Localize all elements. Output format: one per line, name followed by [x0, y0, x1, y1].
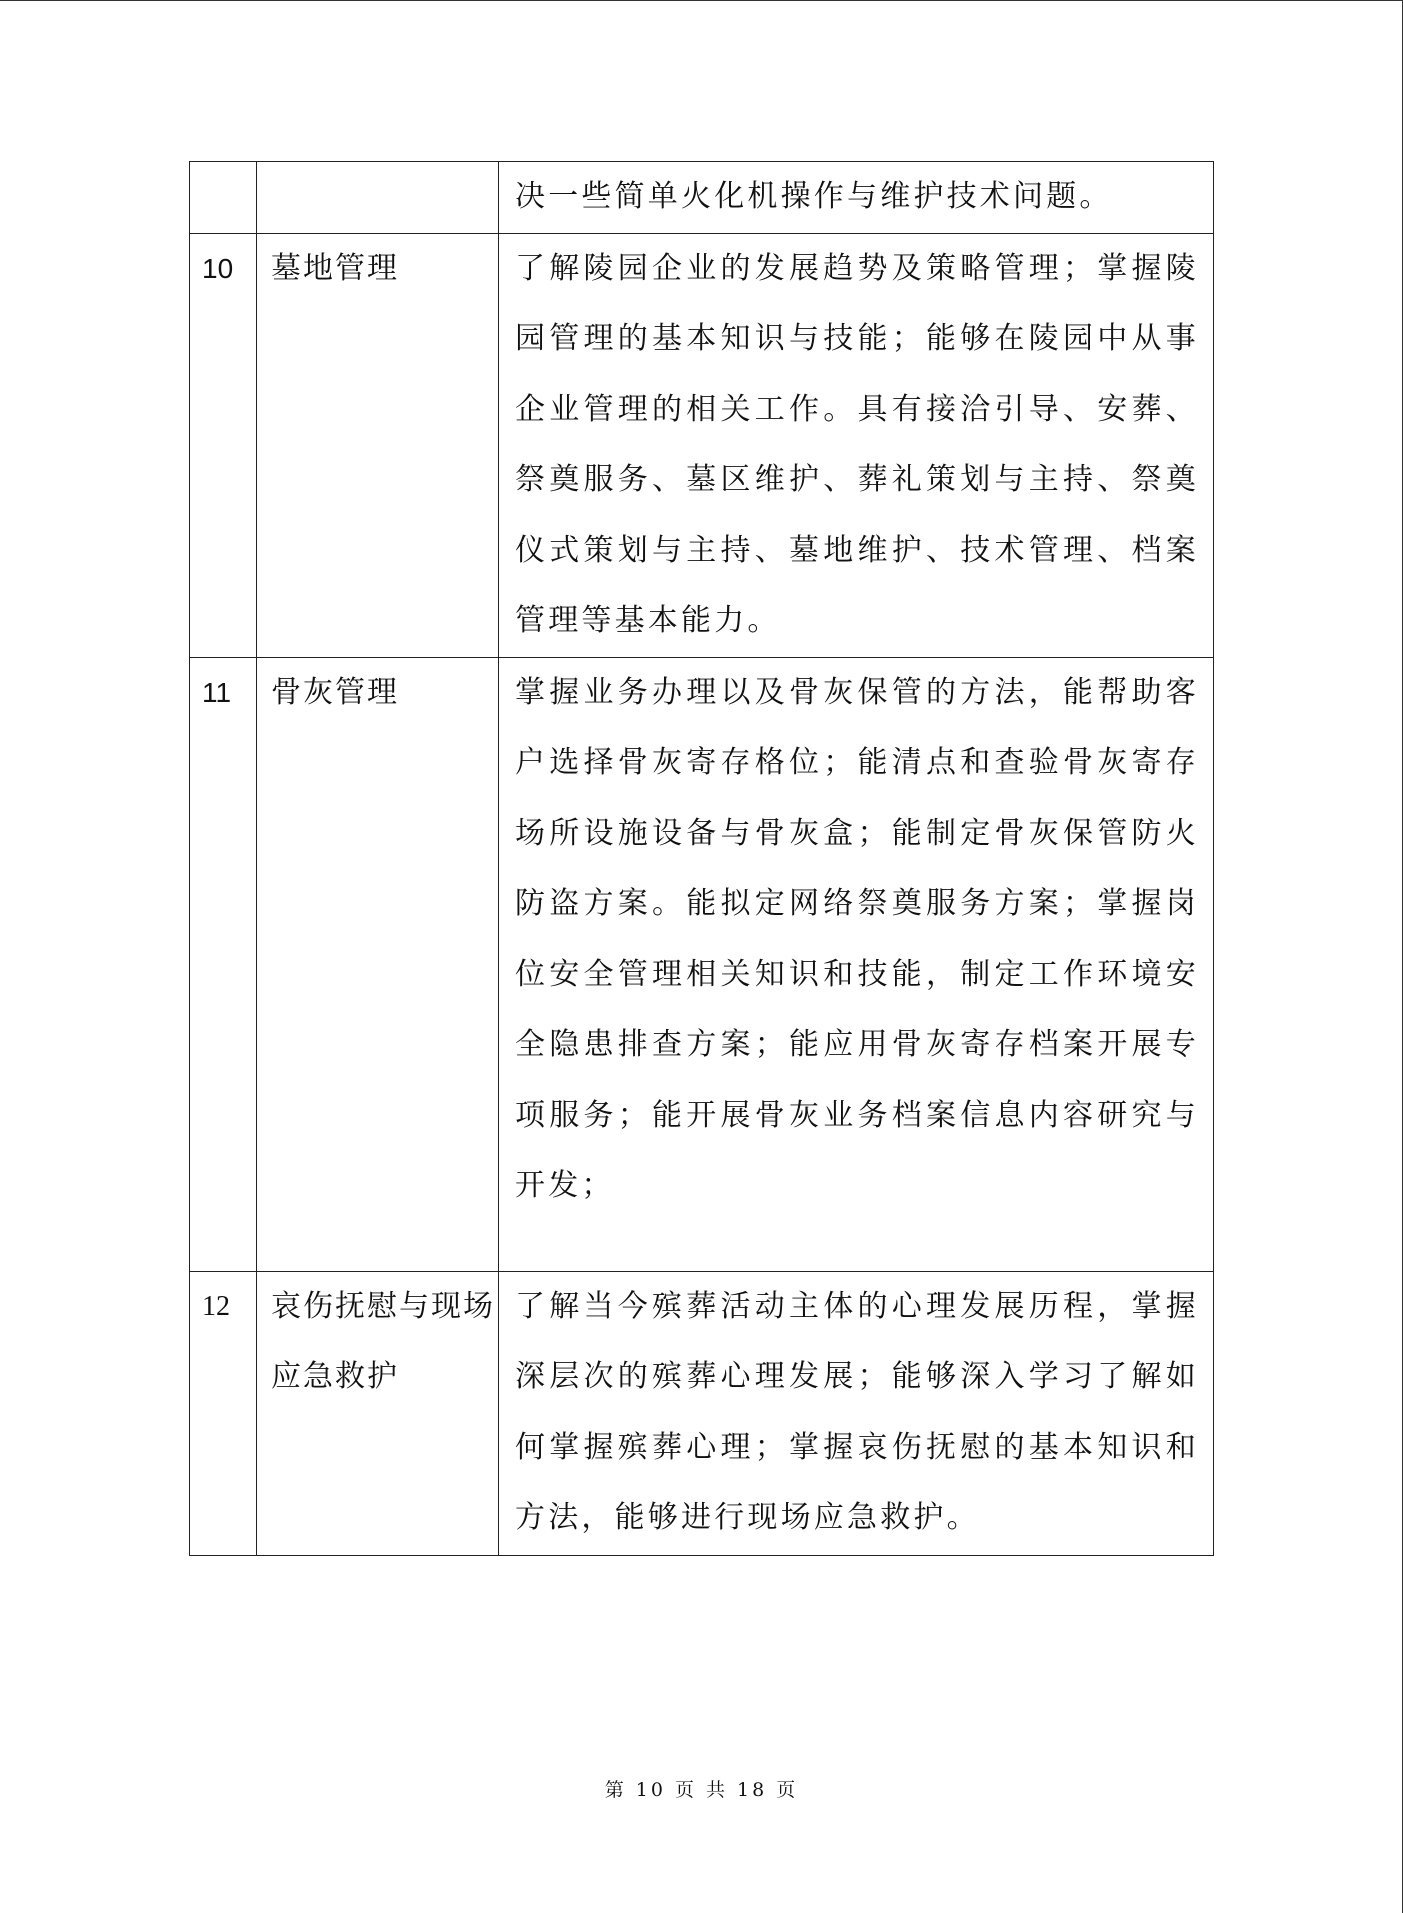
- row-number-cell: 12: [190, 1271, 257, 1555]
- course-name-cell: 墓地管理: [257, 233, 499, 657]
- course-table: [189, 161, 1214, 1556]
- table-row: [190, 1271, 1214, 1555]
- course-description-cell: 掌握业务办理以及骨灰保管的方法，能帮助客户选择骨灰寄存格位；能清点和查验骨灰寄存场所设施设备与骨灰盒；能制定骨灰保管防火防盗方案。能拟定网络祭奠服务方案；掌握岗位安全管理相关知识和技能，制定工作环境安全隐患排查方案；能应用骨灰寄存档案开展专项服务；能开展骨灰业务档案信息内容研究与开发；: [499, 657, 1214, 1271]
- course-name-cell: [257, 162, 499, 234]
- table-row: [190, 233, 1214, 657]
- row-number-cell: 11: [190, 657, 257, 1271]
- course-description-cell: 了解陵园企业的发展趋势及策略管理；掌握陵园管理的基本知识与技能；能够在陵园中从事企业管理的相关工作。具有接洽引导、安葬、祭奠服务、墓区维护、葬礼策划与主持、祭奠仪式策划与主持、墓地维护、技术管理、档案管理等基本能力。: [499, 233, 1214, 657]
- table-row: [190, 657, 1214, 1271]
- course-name-cell: 骨灰管理: [257, 657, 499, 1271]
- row-number-cell: [190, 162, 257, 234]
- table-row: [190, 162, 1214, 234]
- course-name-cell: 哀伤抚慰与现场应急救护: [257, 1271, 499, 1555]
- page-border-top: [0, 0, 1403, 1]
- row-number-cell: 10: [190, 233, 257, 657]
- page-number-footer: 第 10 页 共 18 页: [604, 1779, 799, 1801]
- course-description-cell: 了解当今殡葬活动主体的心理发展历程，掌握深层次的殡葬心理发展；能够深入学习了解如何掌握殡葬心理；掌握哀伤抚慰的基本知识和方法，能够进行现场应急救护。: [499, 1271, 1214, 1555]
- course-description-cell: 决一些简单火化机操作与维护技术问题。: [499, 162, 1214, 234]
